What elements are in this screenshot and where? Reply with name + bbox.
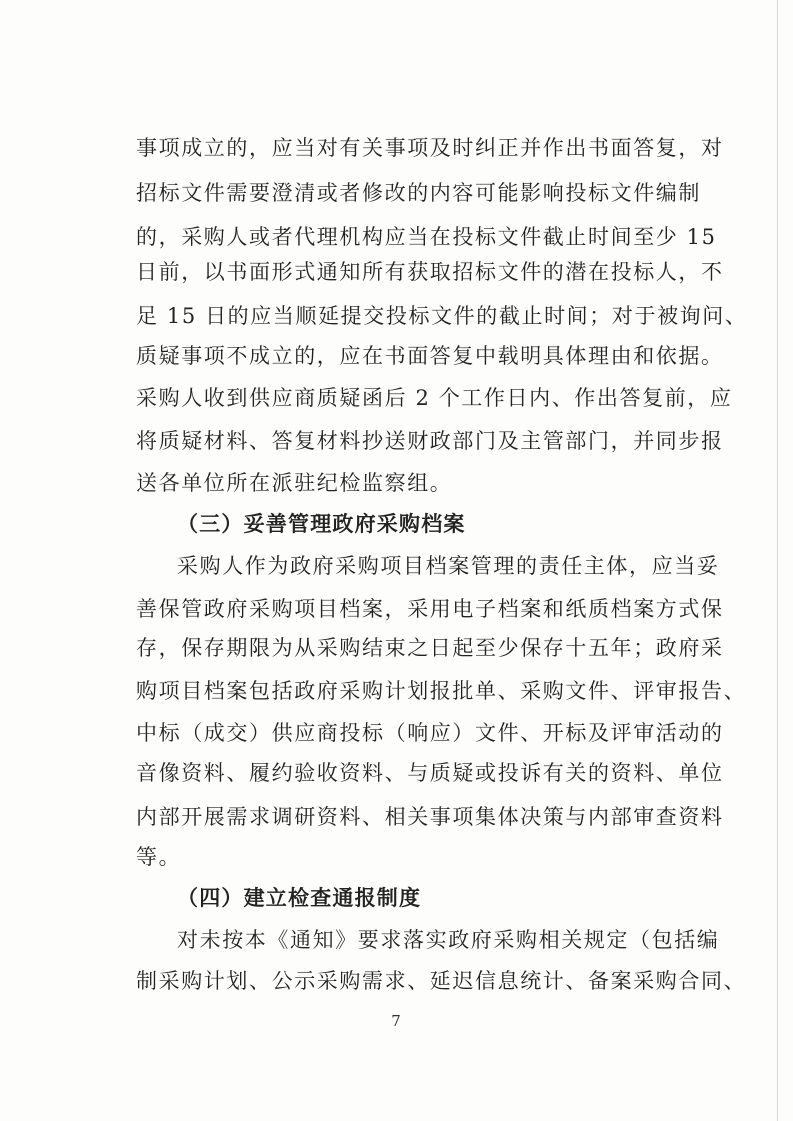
body-line: 采购人作为政府采购项目档案管理的责任主体，应当妥: [177, 554, 720, 578]
body-line: 音像资料、履约验收资料、与质疑或投诉有关的资料、单位: [136, 761, 724, 785]
body-line: 将质疑材料、答复材料抄送财政部门及主管部门，并同步报: [136, 429, 724, 453]
body-line: 招标文件需要澄清或者修改的内容可能影响投标文件编制: [136, 181, 701, 205]
body-line: 足 15 日的应当顺延提交投标文件的截止时间；对于被询问、: [136, 304, 748, 328]
body-line: 存，保存期限为从采购结束之日起至少保存十五年；政府采: [136, 636, 724, 660]
body-line: 送各单位所在派驻纪检监察组。: [136, 471, 453, 495]
body-line: 等。: [136, 845, 182, 869]
scan-edge-divider: [777, 0, 778, 1121]
body-line: 的，采购人或者代理机构应当在投标文件截止时间至少 15: [136, 225, 717, 249]
body-line: 中标（成交）供应商投标（响应）文件、开标及评审活动的: [136, 721, 724, 745]
body-line: 采购人收到供应商质疑函后 2 个工作日内、作出答复前，应: [136, 386, 733, 410]
page-number: 7: [391, 1012, 401, 1030]
section-heading-4: （四）建立检查通报制度: [177, 886, 422, 910]
body-line: 购项目档案包括政府采购计划报批单、采购文件、评审报告、: [136, 679, 747, 703]
body-line: 事项成立的，应当对有关事项及时纠正并作出书面答复，对: [136, 136, 724, 160]
body-line: 对未按本《通知》要求落实政府采购相关规定（包括编: [177, 928, 720, 952]
body-line: 善保管政府采购项目档案，采用电子档案和纸质档案方式保: [136, 597, 724, 621]
section-heading-3: （三）妥善管理政府采购档案: [177, 512, 466, 536]
body-line: 内部开展需求调研资料、相关事项集体决策与内部审查资料: [136, 805, 724, 829]
body-line: 质疑事项不成立的，应在书面答复中载明具体理由和依据。: [136, 344, 724, 368]
body-line: 日前，以书面形式通知所有获取招标文件的潜在投标人，不: [136, 260, 724, 284]
body-line: 制采购计划、公示采购需求、延迟信息统计、备案采购合同、: [136, 969, 747, 993]
